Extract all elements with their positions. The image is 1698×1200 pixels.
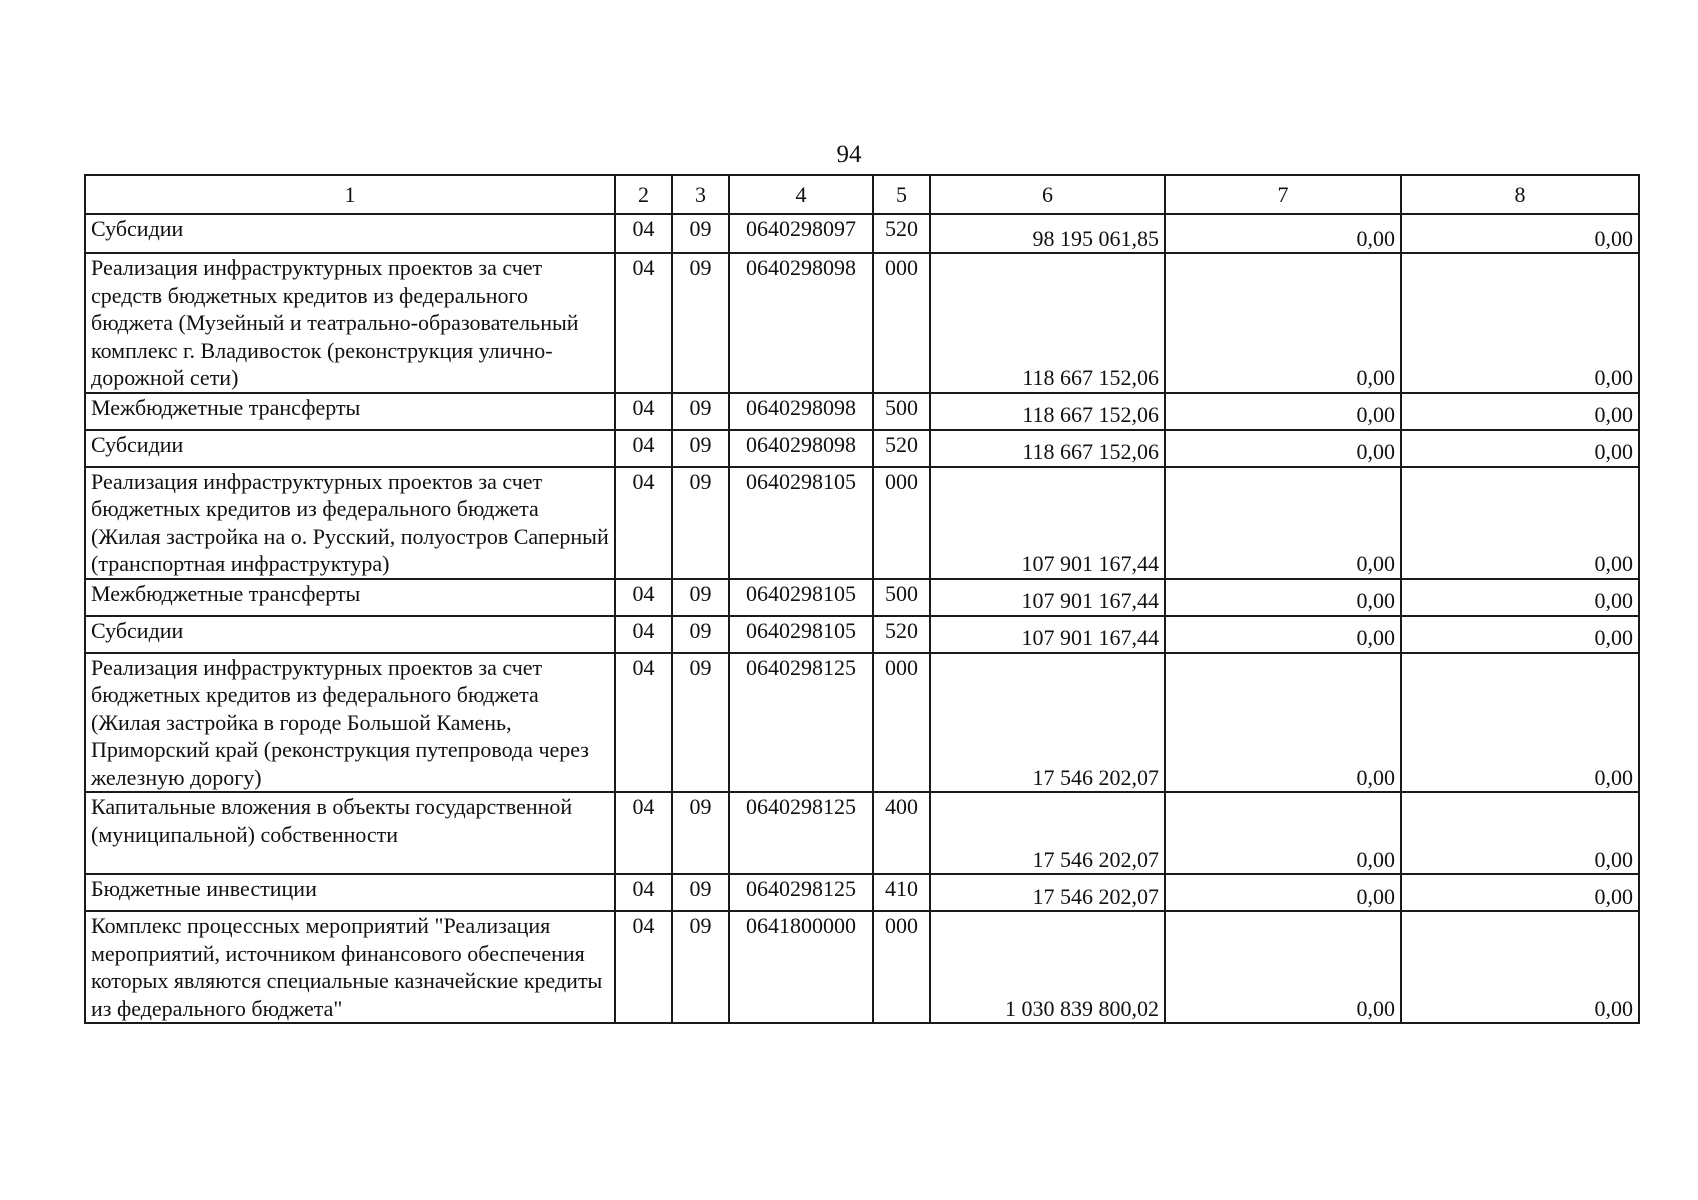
- target-article-code-cell: 0640298105: [729, 467, 873, 579]
- target-article-code-cell: 0640298098: [729, 430, 873, 467]
- amount-cell: 0,00: [1401, 253, 1639, 393]
- page-number: 94: [836, 141, 862, 168]
- amount-cell: 0,00: [1165, 911, 1401, 1023]
- amount-cell: 1 030 839 800,02: [930, 911, 1165, 1023]
- expense-type-code-cell: 400: [873, 792, 930, 874]
- header-cell: 6: [930, 175, 1165, 214]
- section-code-cell: 04: [615, 792, 672, 874]
- target-article-code-cell: 0640298125: [729, 792, 873, 874]
- amount-cell: 0,00: [1401, 467, 1639, 579]
- subsection-code-cell: 09: [672, 393, 729, 430]
- amount-cell: 17 546 202,07: [930, 653, 1165, 793]
- table-row: [85, 653, 1639, 793]
- target-article-code-cell: 0640298098: [729, 393, 873, 430]
- target-article-code-cell: 0640298125: [729, 653, 873, 793]
- amount-cell: 0,00: [1165, 616, 1401, 653]
- row-name-cell: Субсидии: [85, 616, 615, 653]
- table-row: [85, 393, 1639, 430]
- section-code-cell: 04: [615, 616, 672, 653]
- table-row: [85, 874, 1639, 911]
- subsection-code-cell: 09: [672, 430, 729, 467]
- amount-cell: 0,00: [1165, 579, 1401, 616]
- target-article-code-cell: 0641800000: [729, 911, 873, 1023]
- row-name-cell: Комплекс процессных мероприятий "Реализация мероприятий, источником финансового обеспечения которых являются специальные казначейские кредиты из федерального бюджета": [85, 911, 615, 1023]
- amount-cell: 0,00: [1401, 579, 1639, 616]
- row-name-cell: Бюджетные инвестиции: [85, 874, 615, 911]
- row-name-cell: Межбюджетные трансферты: [85, 579, 615, 616]
- header-cell: 4: [729, 175, 873, 214]
- table-header-row: [85, 175, 1639, 214]
- table-row: [85, 792, 1639, 874]
- subsection-code-cell: 09: [672, 467, 729, 579]
- section-code-cell: 04: [615, 253, 672, 393]
- row-name-cell: Межбюджетные трансферты: [85, 393, 615, 430]
- budget-table: [84, 174, 1640, 1024]
- section-code-cell: 04: [615, 393, 672, 430]
- expense-type-code-cell: 000: [873, 253, 930, 393]
- expense-type-code-cell: 520: [873, 616, 930, 653]
- table-row: [85, 579, 1639, 616]
- amount-cell: 17 546 202,07: [930, 792, 1165, 874]
- amount-cell: 0,00: [1401, 393, 1639, 430]
- header-cell: 1: [85, 175, 615, 214]
- table-row: [85, 253, 1639, 393]
- amount-cell: 0,00: [1401, 792, 1639, 874]
- subsection-code-cell: 09: [672, 792, 729, 874]
- expense-type-code-cell: 520: [873, 430, 930, 467]
- amount-cell: 107 901 167,44: [930, 579, 1165, 616]
- section-code-cell: 04: [615, 874, 672, 911]
- amount-cell: 0,00: [1401, 653, 1639, 793]
- target-article-code-cell: 0640298097: [729, 214, 873, 253]
- amount-cell: 0,00: [1165, 393, 1401, 430]
- expense-type-code-cell: 500: [873, 579, 930, 616]
- subsection-code-cell: 09: [672, 911, 729, 1023]
- amount-cell: 118 667 152,06: [930, 393, 1165, 430]
- amount-cell: 17 546 202,07: [930, 874, 1165, 911]
- row-name-cell: Реализация инфраструктурных проектов за счет бюджетных кредитов из федерального бюджета (Жилая застройка на о. Русский, полуостров Саперный (транспортная инфраструктура): [85, 467, 615, 579]
- amount-cell: 0,00: [1165, 874, 1401, 911]
- amount-cell: 118 667 152,06: [930, 253, 1165, 393]
- header-cell: 3: [672, 175, 729, 214]
- table-row: [85, 467, 1639, 579]
- header-cell: 8: [1401, 175, 1639, 214]
- amount-cell: 0,00: [1165, 430, 1401, 467]
- expense-type-code-cell: 520: [873, 214, 930, 253]
- section-code-cell: 04: [615, 214, 672, 253]
- subsection-code-cell: 09: [672, 214, 729, 253]
- expense-type-code-cell: 500: [873, 393, 930, 430]
- row-name-cell: Субсидии: [85, 430, 615, 467]
- subsection-code-cell: 09: [672, 653, 729, 793]
- expense-type-code-cell: 000: [873, 911, 930, 1023]
- amount-cell: 0,00: [1165, 253, 1401, 393]
- section-code-cell: 04: [615, 430, 672, 467]
- amount-cell: 0,00: [1165, 792, 1401, 874]
- amount-cell: 0,00: [1165, 653, 1401, 793]
- subsection-code-cell: 09: [672, 616, 729, 653]
- amount-cell: 118 667 152,06: [930, 430, 1165, 467]
- header-cell: 2: [615, 175, 672, 214]
- target-article-code-cell: 0640298105: [729, 616, 873, 653]
- amount-cell: 0,00: [1401, 911, 1639, 1023]
- target-article-code-cell: 0640298105: [729, 579, 873, 616]
- amount-cell: 107 901 167,44: [930, 467, 1165, 579]
- amount-cell: 0,00: [1165, 467, 1401, 579]
- amount-cell: 0,00: [1165, 214, 1401, 253]
- expense-type-code-cell: 000: [873, 467, 930, 579]
- subsection-code-cell: 09: [672, 253, 729, 393]
- amount-cell: 0,00: [1401, 214, 1639, 253]
- expense-type-code-cell: 410: [873, 874, 930, 911]
- section-code-cell: 04: [615, 467, 672, 579]
- target-article-code-cell: 0640298098: [729, 253, 873, 393]
- amount-cell: 0,00: [1401, 430, 1639, 467]
- section-code-cell: 04: [615, 653, 672, 793]
- row-name-cell: Капитальные вложения в объекты государственной (муниципальной) собственности: [85, 792, 615, 874]
- subsection-code-cell: 09: [672, 874, 729, 911]
- amount-cell: 98 195 061,85: [930, 214, 1165, 253]
- target-article-code-cell: 0640298125: [729, 874, 873, 911]
- table-row: [85, 616, 1639, 653]
- header-cell: 7: [1165, 175, 1401, 214]
- subsection-code-cell: 09: [672, 579, 729, 616]
- section-code-cell: 04: [615, 579, 672, 616]
- row-name-cell: Реализация инфраструктурных проектов за счет бюджетных кредитов из федерального бюджета (Жилая застройка в городе Большой Камень, Приморский край (реконструкция путепровода через железную дорогу): [85, 653, 615, 793]
- table-row: [85, 430, 1639, 467]
- amount-cell: 0,00: [1401, 616, 1639, 653]
- row-name-cell: Субсидии: [85, 214, 615, 253]
- amount-cell: 0,00: [1401, 874, 1639, 911]
- amount-cell: 107 901 167,44: [930, 616, 1165, 653]
- expense-type-code-cell: 000: [873, 653, 930, 793]
- table-row: [85, 911, 1639, 1023]
- table-row: [85, 214, 1639, 253]
- section-code-cell: 04: [615, 911, 672, 1023]
- row-name-cell: Реализация инфраструктурных проектов за счет средств бюджетных кредитов из федерального бюджета (Музейный и театрально-образовательный комплекс г. Владивосток (реконструкция улично-дорожной сети): [85, 253, 615, 393]
- header-cell: 5: [873, 175, 930, 214]
